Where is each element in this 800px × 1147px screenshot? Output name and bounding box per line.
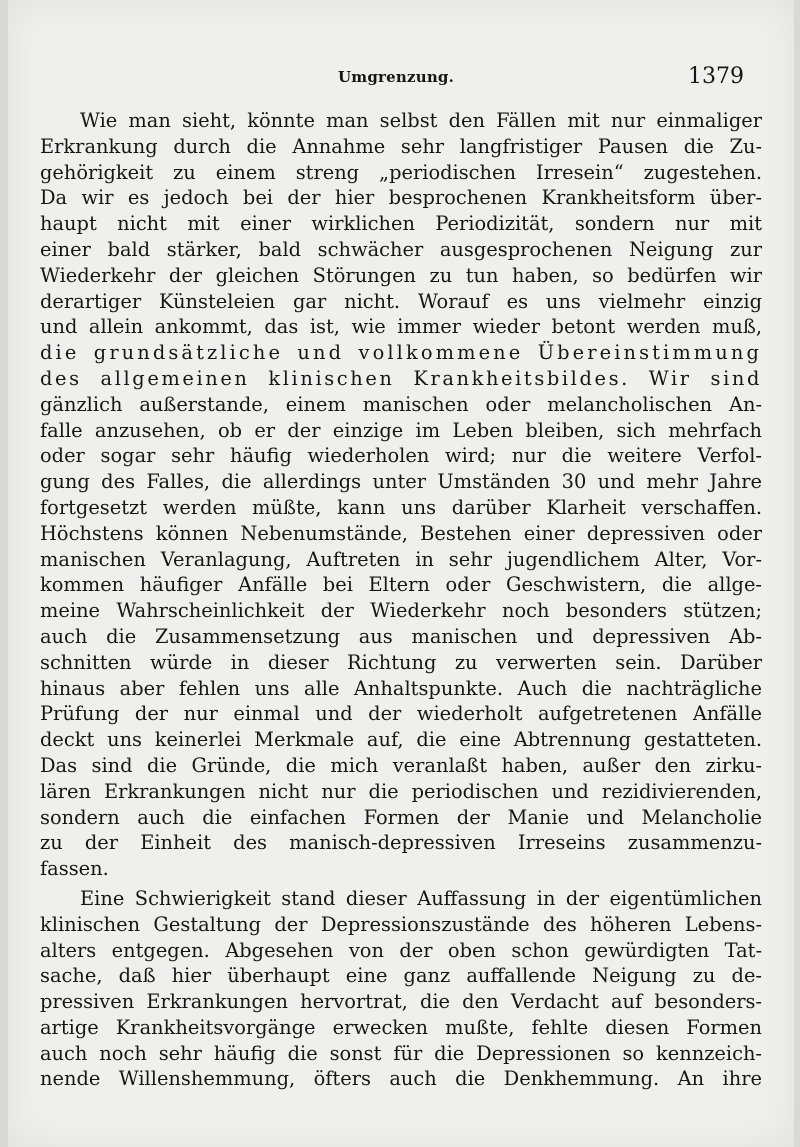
text-line: falle anzusehen, ob er der einzige im Leben bleiben, sich mehrfach bbox=[40, 418, 762, 442]
text-line: einer bald stärker, bald schwächer ausgesprochenen Neigung zur bbox=[40, 237, 762, 261]
text-line-spaced: des allgemeinen klinischen Krankheitsbildes. Wir sind bbox=[40, 366, 762, 390]
text-line: sache, daß hier überhaupt eine ganz auffallende Neigung zu de- bbox=[40, 964, 762, 988]
text-line: schnitten würde in dieser Richtung zu verwerten sein. Darüber bbox=[40, 650, 762, 674]
text-line: auch noch sehr häufig die sonst für die Depressionen so kennzeich- bbox=[40, 1041, 762, 1065]
running-head bbox=[8, 64, 794, 94]
text-line: Wie man sieht, könnte man selbst den Fällen mit nur einmaliger bbox=[80, 109, 762, 132]
text-line: gung des Falles, die allerdings unter Umständen 30 und mehr Jahre bbox=[40, 470, 762, 494]
text-line: Erkrankung durch die Annahme sehr langfristiger Pausen die Zu- bbox=[40, 134, 762, 158]
text-line: derartiger Künsteleien gar nicht. Worauf es uns vielmehr einzig bbox=[40, 289, 762, 313]
text-line: oder sogar sehr häufig wiederholen wird; nur die weitere Verfol- bbox=[40, 444, 762, 468]
text-line: Das sind die Gründe, die mich veranlaßt haben, außer den zirku- bbox=[40, 753, 762, 777]
book-page bbox=[8, 0, 794, 1147]
text-line: Höchstens können Nebenumstände, Bestehen einer depressiven oder bbox=[40, 521, 762, 545]
text-line: haupt nicht mit einer wirklichen Periodizität, sondern nur mit bbox=[40, 212, 762, 236]
text-line: zu der Einheit des manisch-depressiven Irreseins zusammenzu- bbox=[40, 831, 762, 855]
text-line: auch die Zusammensetzung aus manischen und depressiven Ab- bbox=[40, 624, 762, 648]
text-line: hinaus aber fehlen uns alle Anhaltspunkte. Auch die nachträgliche bbox=[40, 676, 762, 700]
text-line: Wiederkehr der gleichen Störungen zu tun haben, so bedürfen wir bbox=[40, 263, 762, 287]
text-line-spaced: die grundsätzliche und vollkommene Übereinstimmung bbox=[40, 341, 762, 365]
text-line: sondern auch die einfachen Formen der Manie und Melancholie bbox=[40, 805, 762, 829]
text-line: Da wir es jedoch bei der hier besprochenen Krankheitsform über- bbox=[40, 186, 762, 210]
text-line: und allein ankommt, das ist, wie immer wieder betont werden muß, bbox=[40, 315, 762, 339]
text-line: lären Erkrankungen nicht nur die periodischen und rezidivierenden, bbox=[40, 779, 762, 803]
text-line: nende Willenshemmung, öfters auch die Denkhemmung. An ihre bbox=[40, 1067, 762, 1091]
text-line: meine Wahrscheinlichkeit der Wiederkehr noch besonders stützen; bbox=[40, 599, 762, 623]
text-line: fortgesetzt werden müßte, kann uns darüber Klarheit verschaffen. bbox=[40, 495, 762, 519]
text-line: fassen. bbox=[40, 857, 109, 881]
text-line: gänzlich außerstande, einem manischen oder melancholischen An- bbox=[40, 392, 762, 416]
text-line: gehörigkeit zu einem streng „periodischen Irresein“ zugestehen. bbox=[40, 160, 762, 184]
text-line: kommen häufiger Anfälle bei Eltern oder Geschwistern, die allge- bbox=[40, 573, 762, 597]
text-line: artige Krankheitsvorgänge erwecken mußte, fehlte diesen Formen bbox=[40, 1015, 762, 1039]
paragraph-2 bbox=[40, 886, 762, 1092]
body-text bbox=[40, 108, 762, 1092]
text-line: alters entgegen. Abgesehen von der oben schon gewürdigten Tat- bbox=[40, 938, 762, 962]
text-line: manischen Veranlagung, Auftreten in sehr jugendlichem Alter, Vor- bbox=[40, 547, 762, 571]
text-line: pressiven Erkrankungen hervortrat, die den Verdacht auf besonders- bbox=[40, 990, 762, 1014]
text-line: deckt uns keinerlei Merkmale auf, die eine Abtrennung gestatteten. bbox=[40, 728, 762, 752]
text-line: Eine Schwierigkeit stand dieser Auffassung in der eigentümlichen bbox=[80, 886, 762, 910]
text-line: klinischen Gestaltung der Depressionszustände des höheren Lebens- bbox=[40, 912, 762, 936]
text-line: Prüfung der nur einmal und der wiederholt aufgetretenen Anfälle bbox=[40, 702, 762, 726]
page-number: 1379 bbox=[688, 64, 744, 89]
running-title: Umgrenzung. bbox=[338, 68, 455, 86]
paragraph-1 bbox=[40, 108, 762, 882]
